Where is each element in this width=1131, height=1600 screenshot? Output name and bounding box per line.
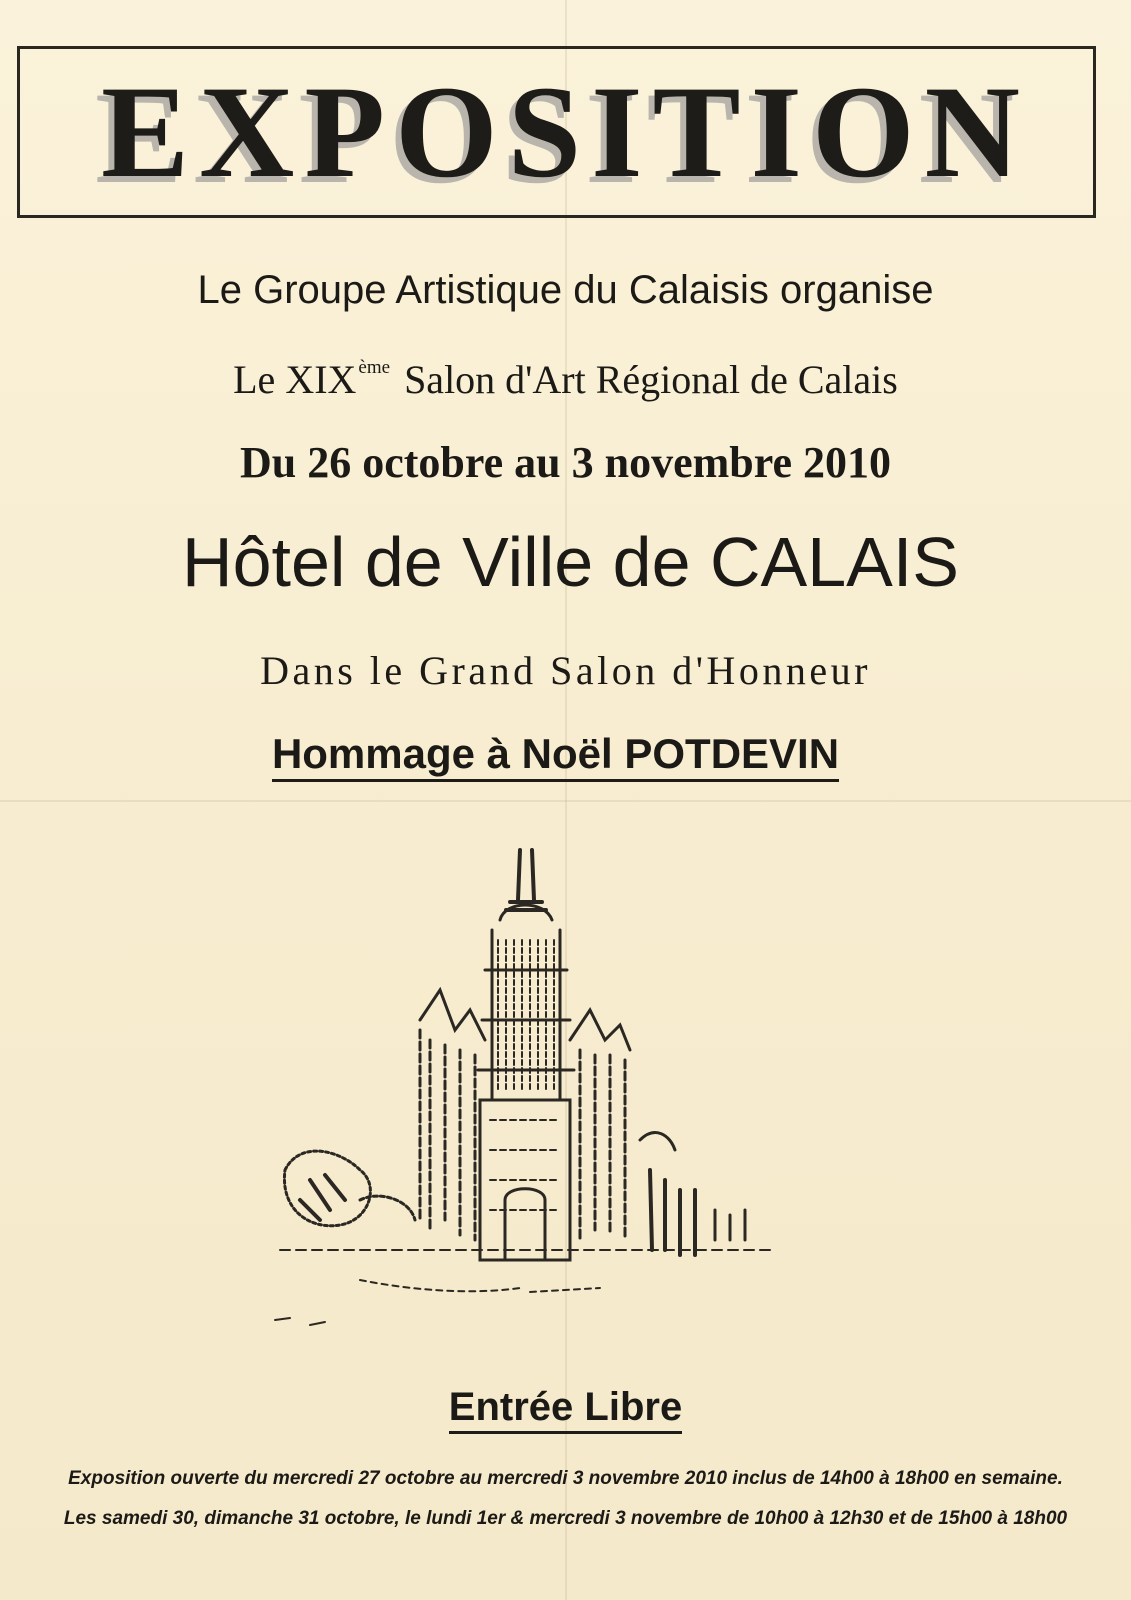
room-line: Dans le Grand Salon d'Honneur [260, 648, 871, 693]
exhibition-dates: Du 26 octobre au 3 novembre 2010 [239, 438, 892, 487]
salon-prefix: Le XIX [233, 357, 357, 402]
opening-hours-weekend: Les samedi 30, dimanche 31 octobre, le lundi 1er & mercredi 3 novembre de 10h00 à 12h30 et de 15h00 à 18h00 [63, 1508, 1068, 1529]
tribute-line [0, 730, 1121, 778]
fold-crease-horizontal [0, 800, 1131, 802]
salon-name: Salon d'Art Régional de Calais [404, 357, 898, 402]
salon-line [0, 356, 1131, 403]
entry-text: Entrée Libre [449, 1385, 682, 1434]
tribute-text: Hommage à Noël POTDEVIN [272, 730, 839, 782]
entry-line [0, 1385, 1131, 1430]
organizer-line: Le Groupe Artistique du Calaisis organise [197, 268, 934, 312]
salon-ordinal-suffix: ème [358, 357, 391, 378]
opening-hours-weekday: Exposition ouverte du mercredi 27 octobre au mercredi 3 novembre 2010 inclus de 14h00 à 18h00 en semaine. [68, 1468, 1063, 1489]
ink-sketch-illustration [270, 840, 780, 1360]
venue-title: Hôtel de Ville de CALAIS [182, 523, 959, 601]
poster-title: EXPOSITION [101, 58, 1030, 205]
